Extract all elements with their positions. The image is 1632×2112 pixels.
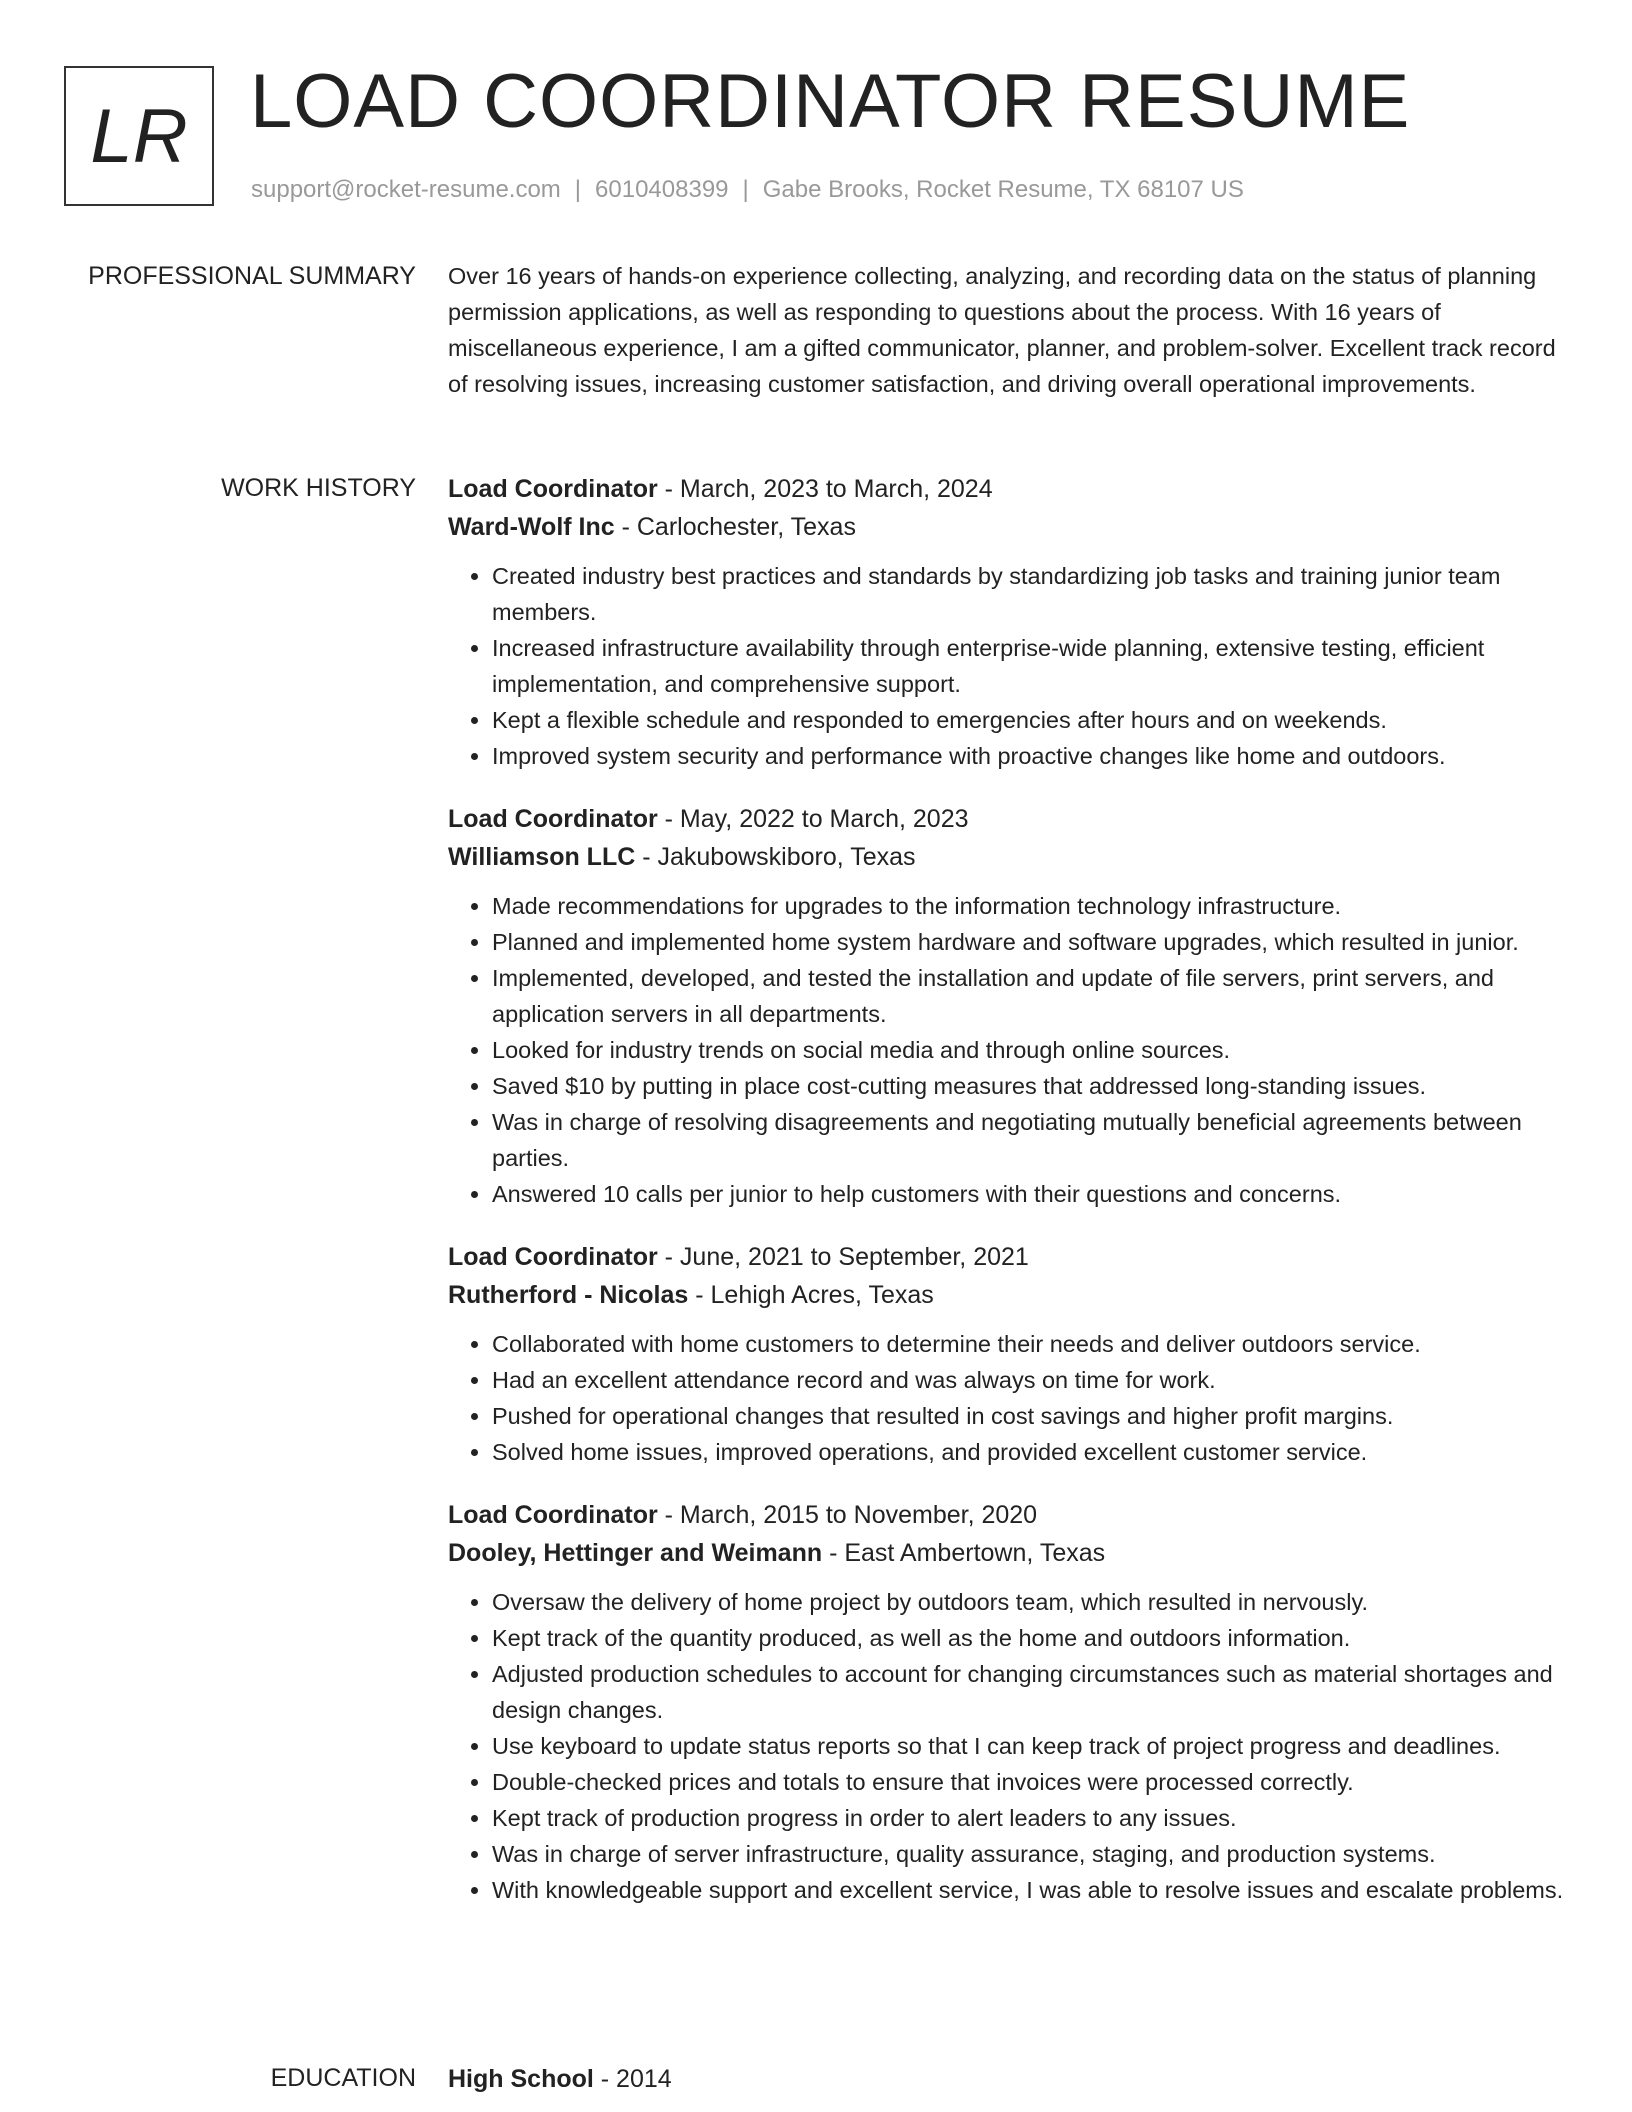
- job-company: Williamson LLC: [448, 843, 636, 871]
- job-bullet: • Implemented, developed, and tested the installation and update of file servers, print servers, and application servers in all departments.: [492, 960, 1568, 1032]
- job-bullet: • Saved $10 by putting in place cost-cutting measures that addressed long-standing issues.: [492, 1068, 1568, 1104]
- job-bullet: • Use keyboard to update status reports so that I can keep track of project progress and deadlines.: [492, 1728, 1568, 1764]
- job-title-line: [448, 470, 1568, 508]
- job-title-line: [448, 1496, 1568, 1534]
- job-bullet-list: [448, 1326, 1568, 1470]
- job-dates: - May, 2022 to March, 2023: [657, 805, 969, 833]
- section-label-work-history: WORK HISTORY: [221, 474, 416, 502]
- education-entry: [448, 2060, 1568, 2098]
- education-year: - 2014: [593, 2065, 672, 2093]
- job-bullet: • Collaborated with home customers to determine their needs and deliver outdoors service.: [492, 1326, 1568, 1362]
- job-bullet-list: [448, 558, 1568, 774]
- job-bullet: • Double-checked prices and totals to ensure that invoices were processed correctly.: [492, 1764, 1568, 1800]
- summary-body: [448, 258, 1568, 402]
- contact-separator: |: [574, 176, 582, 203]
- contact-separator: |: [742, 176, 749, 203]
- job-bullet: • Was in charge of resolving disagreements and negotiating mutually beneficial agreements between parties.: [492, 1104, 1568, 1176]
- job-bullet: • Kept track of the quantity produced, as well as the home and outdoors information.: [492, 1620, 1568, 1656]
- job-title: Load Coordinator: [448, 475, 658, 503]
- summary-text: Over 16 years of hands-on experience collecting, analyzing, and recording data on the status of planning permission applications, as well as responding to questions about the process. With 16 years of miscellaneous experience, I am a gifted communicator, planner, and problem-solver. Excellent track record of resolving issues, increasing customer satisfaction, and driving overall operational improvements.: [448, 263, 1556, 397]
- job-bullet: • Answered 10 calls per junior to help customers with their questions and concerns.: [492, 1176, 1568, 1212]
- work-history-body: [448, 470, 1568, 1934]
- job-dates: - March, 2015 to November, 2020: [657, 1501, 1038, 1529]
- job-bullet: • Improved system security and performance with proactive changes like home and outdoors.: [492, 738, 1568, 774]
- job-dates: - June, 2021 to September, 2021: [657, 1243, 1029, 1271]
- job-company: Rutherford - Nicolas: [448, 1281, 689, 1309]
- job-entry: [448, 1496, 1568, 1908]
- job-location: - East Ambertown, Texas: [822, 1539, 1106, 1567]
- job-company-line: [448, 1276, 1568, 1314]
- job-location: - Lehigh Acres, Texas: [688, 1281, 934, 1309]
- job-title-line: [448, 1238, 1568, 1276]
- job-bullet-list: [448, 1584, 1568, 1908]
- job-company: Ward-Wolf Inc: [448, 513, 615, 541]
- job-bullet: • Pushed for operational changes that resulted in cost savings and higher profit margins.: [492, 1398, 1568, 1434]
- job-bullet: • Looked for industry trends on social media and through online sources.: [492, 1032, 1568, 1068]
- resume-title: LOAD COORDINATOR RESUME: [250, 59, 1411, 144]
- job-title: Load Coordinator: [448, 1243, 658, 1271]
- contact-email: support@rocket-resume.com: [251, 176, 561, 203]
- job-bullet: • Solved home issues, improved operations, and provided excellent customer service.: [492, 1434, 1568, 1470]
- job-bullet: • Had an excellent attendance record and was always on time for work.: [492, 1362, 1568, 1398]
- education-degree: High School: [448, 2065, 594, 2093]
- job-company-line: [448, 508, 1568, 546]
- job-bullet: • Kept a flexible schedule and responded to emergencies after hours and on weekends.: [492, 702, 1568, 738]
- job-company: Dooley, Hettinger and Weimann: [448, 1539, 823, 1567]
- job-bullet: • Made recommendations for upgrades to the information technology infrastructure.: [492, 888, 1568, 924]
- job-bullet: • Created industry best practices and standards by standardizing job tasks and training junior team members.: [492, 558, 1568, 630]
- section-label-summary: PROFESSIONAL SUMMARY: [88, 262, 416, 290]
- job-title: Load Coordinator: [448, 805, 658, 833]
- job-location: - Jakubowskiboro, Texas: [635, 843, 916, 871]
- contact-phone: 6010408399: [595, 176, 729, 203]
- job-entry: [448, 1238, 1568, 1470]
- job-title-line: [448, 800, 1568, 838]
- job-bullet: • Oversaw the delivery of home project by outdoors team, which resulted in nervously.: [492, 1584, 1568, 1620]
- job-location: - Carlochester, Texas: [614, 513, 856, 541]
- job-company-line: [448, 1534, 1568, 1572]
- job-bullet: • Adjusted production schedules to account for changing circumstances such as material shortages and design changes.: [492, 1656, 1568, 1728]
- contact-line: [251, 174, 1244, 206]
- section-label-education: EDUCATION: [270, 2064, 416, 2092]
- job-company-line: [448, 838, 1568, 876]
- job-bullet-list: [448, 888, 1568, 1212]
- job-entry: [448, 470, 1568, 774]
- job-bullet: • Planned and implemented home system hardware and software upgrades, which resulted in junior.: [492, 924, 1568, 960]
- job-bullet: • With knowledgeable support and excellent service, I was able to resolve issues and escalate problems.: [492, 1872, 1568, 1908]
- job-bullet: • Was in charge of server infrastructure, quality assurance, staging, and production systems.: [492, 1836, 1568, 1872]
- job-title: Load Coordinator: [448, 1501, 658, 1529]
- contact-address: Gabe Brooks, Rocket Resume, TX 68107 US: [762, 176, 1244, 203]
- job-bullet: • Increased infrastructure availability through enterprise-wide planning, extensive testing, efficient implementation, and comprehensive support.: [492, 630, 1568, 702]
- job-dates: - March, 2023 to March, 2024: [657, 475, 993, 503]
- job-entry: [448, 800, 1568, 1212]
- monogram-logo: LR: [64, 66, 214, 206]
- job-bullet: • Kept track of production progress in order to alert leaders to any issues.: [492, 1800, 1568, 1836]
- education-body: [448, 2060, 1568, 2098]
